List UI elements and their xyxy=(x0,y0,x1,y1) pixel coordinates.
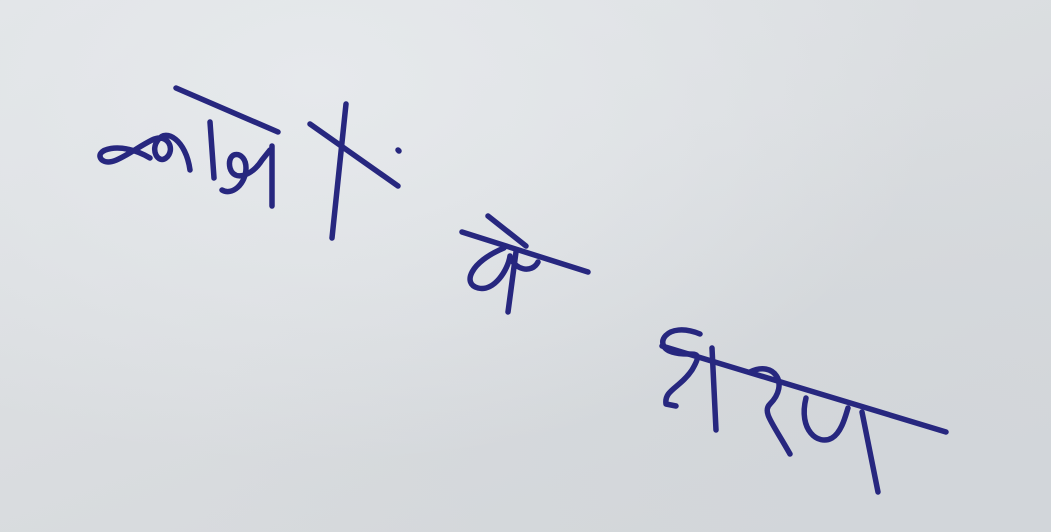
handwritten-word-2 xyxy=(462,216,588,312)
handwritten-word-1 xyxy=(100,88,399,238)
handwritten-word-3 xyxy=(662,330,946,492)
